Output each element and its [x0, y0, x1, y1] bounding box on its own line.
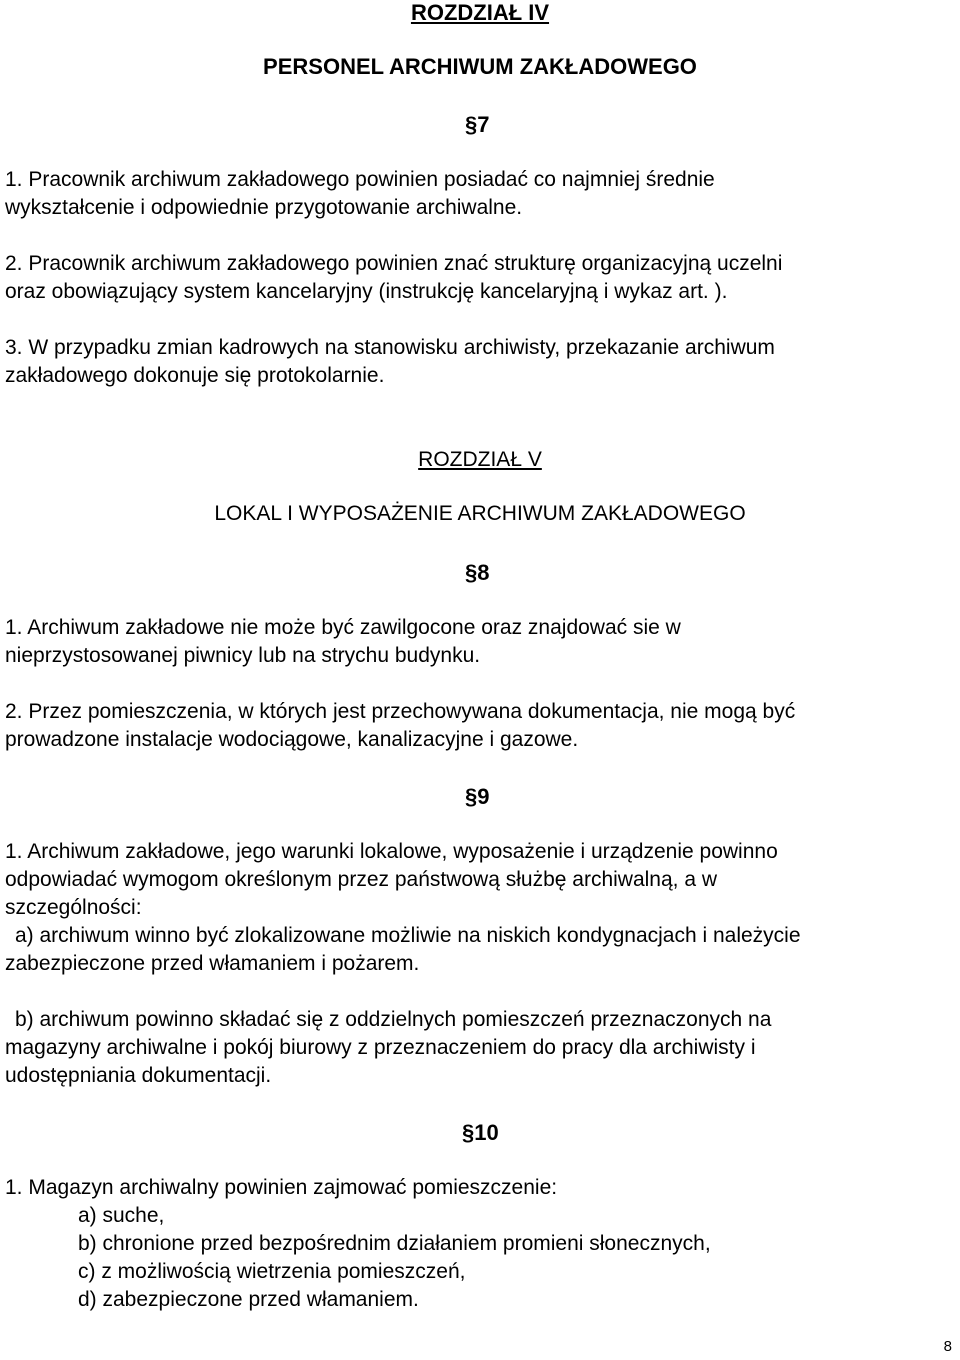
s9-p1-line3: szczególności:: [5, 896, 142, 919]
ch4-p2-line2: oraz obowiązujący system kancelaryjny (instrukcję kancelaryjną i wykaz art. ).: [5, 280, 728, 303]
s9-b-line1: b) archiwum powinno składać się z oddzielnych pomieszczeń przeznaczonych na: [15, 1008, 772, 1031]
s8-p1-line2: nieprzystosowanej piwnicy lub na strychu budynku.: [5, 644, 481, 667]
s10-p1: 1. Magazyn archiwalny powinien zajmować pomieszczenie:: [5, 1176, 558, 1199]
ch4-p1-line2: wykształcenie i odpowiednie przygotowanie archiwalne.: [5, 196, 523, 219]
s9-b-line2: magazyny archiwalne i pokój biurowy z przeznaczeniem do pracy dla archiwisty i: [5, 1036, 756, 1059]
section-8-number: 8: [477, 560, 490, 585]
s10-b: b) chronione przed bezpośrednim działaniem promieni słonecznych,: [78, 1232, 711, 1255]
section-9-number: 9: [477, 784, 490, 809]
ch4-p1-line1: 1. Pracownik archiwum zakładowego powinien posiadać co najmniej średnie: [5, 168, 715, 191]
chapter-5-title: LOKAL I WYPOSAŻENIE ARCHIWUM ZAKŁADOWEGO: [214, 502, 746, 525]
s8-p1-line1: 1. Archiwum zakładowe nie może być zawilgocone oraz znajdować sie w: [5, 616, 681, 639]
s10-c: c) z możliwością wietrzenia pomieszczeń,: [78, 1260, 466, 1283]
section-10-number: 10: [474, 1120, 499, 1145]
chapter-5-heading: ROZDZIAŁ V: [418, 448, 542, 471]
s8-p2-line2: prowadzone instalacje wodociągowe, kanalizacyjne i gazowe.: [5, 728, 579, 751]
section-9: §9: [465, 784, 490, 809]
s10-d: d) zabezpieczone przed włamaniem.: [78, 1288, 419, 1311]
section-8: §8: [465, 560, 490, 585]
section-7: §7: [465, 112, 490, 137]
s9-p1-line2: odpowiadać wymogom określonym przez państwową służbę archiwalną, a w: [5, 868, 718, 891]
section-7-number: 7: [477, 112, 490, 137]
s9-b-line3: udostępniania dokumentacji.: [5, 1064, 272, 1087]
ch4-p3-line2: zakładowego dokonuje się protokolarnie.: [5, 364, 385, 387]
s10-a: a) suche,: [78, 1204, 165, 1227]
s9-a-line2: zabezpieczone przed włamaniem i pożarem.: [5, 952, 420, 975]
page-number: 8: [943, 1338, 952, 1355]
s8-p2-line1: 2. Przez pomieszczenia, w których jest przechowywana dokumentacja, nie mogą być: [5, 700, 796, 723]
section-10: §10: [462, 1120, 499, 1145]
ch4-p3-line1: 3. W przypadku zmian kadrowych na stanowisku archiwisty, przekazanie archiwum: [5, 336, 775, 359]
chapter-4-heading: ROZDZIAŁ IV: [410, 0, 550, 25]
s9-a-line1: a) archiwum winno być zlokalizowane możliwie na niskich kondygnacjach i należycie: [15, 924, 801, 947]
s9-p1-line1: 1. Archiwum zakładowe, jego warunki lokalowe, wyposażenie i urządzenie powinno: [5, 840, 778, 863]
chapter-4-title: PERSONEL ARCHIWUM ZAKŁADOWEGO: [263, 54, 697, 79]
ch4-p2-line1: 2. Pracownik archiwum zakładowego powinien znać strukturę organizacyjną uczelni: [5, 252, 783, 275]
